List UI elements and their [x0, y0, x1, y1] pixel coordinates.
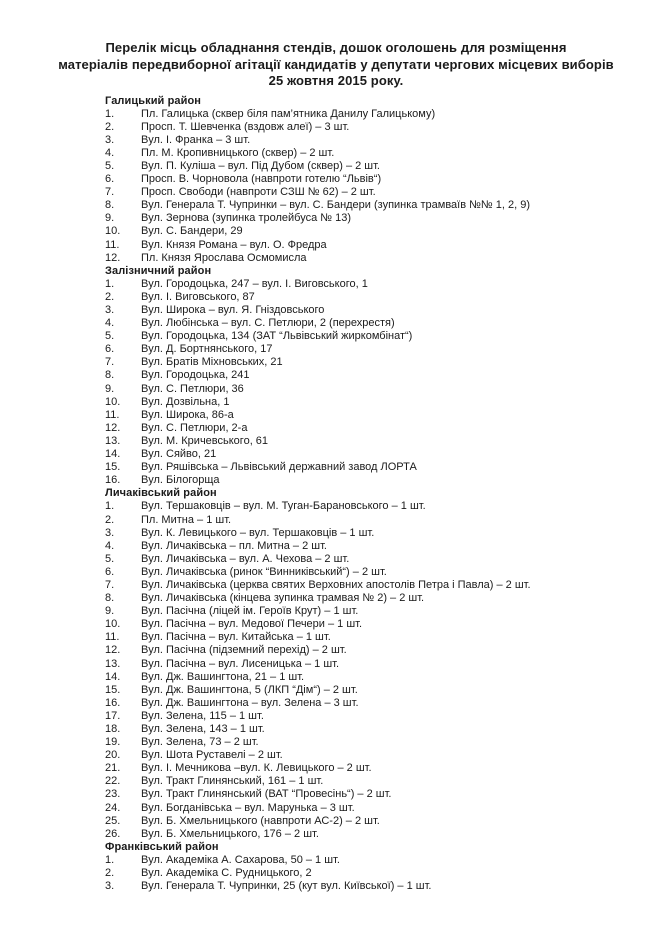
item-text: Вул. І. Виговського, 87 — [141, 290, 255, 303]
item-number: 5. — [105, 330, 115, 343]
item-text: Вул. Д. Бортнянського, 17 — [141, 343, 273, 356]
list-item — [105, 566, 644, 579]
item-number: 1. — [105, 500, 115, 513]
item-text: Вул. Князя Романа – вул. О. Фредра — [141, 238, 327, 251]
item-text: Вул. С. Петлюри, 2-а — [141, 421, 248, 434]
item-number: 4. — [105, 146, 115, 159]
list-item — [105, 212, 644, 225]
list-item — [105, 540, 644, 553]
list-item — [105, 867, 644, 880]
item-number: 4. — [105, 539, 115, 552]
item-number: 23. — [105, 788, 121, 801]
item-number: 2. — [105, 120, 115, 133]
item-number: 6. — [105, 173, 115, 186]
section-heading: Личаківський район — [105, 487, 217, 500]
item-text: Вул. Братів Міхновських, 21 — [141, 356, 283, 369]
item-text: Вул. Зернова (зупинка тролейбуса № 13) — [141, 212, 352, 225]
item-number: 10. — [105, 225, 121, 238]
item-text: Вул. Городоцька, 134 (ЗАТ “Львівський жиркомбінат“) — [141, 330, 413, 343]
list-item — [105, 330, 644, 343]
item-number: 7. — [105, 186, 115, 199]
item-number: 19. — [105, 736, 121, 749]
item-text: Вул. Личаківська (ринок “Винниківський“) – 2 шт. — [141, 565, 387, 578]
document-title — [28, 40, 644, 90]
list-item — [105, 631, 644, 644]
list-item — [105, 736, 644, 749]
item-text: Вул. Б. Хмельницького (навпроти АС-2) – 2 шт. — [141, 814, 380, 827]
list-item — [105, 658, 644, 671]
list-item — [105, 644, 644, 657]
item-text: Вул. Білогорща — [141, 474, 220, 487]
item-number: 24. — [105, 801, 121, 814]
list-item — [105, 527, 644, 540]
section-heading: Залізничний район — [105, 264, 212, 277]
item-text: Вул. Личаківська – вул. А. Чехова – 2 шт. — [141, 552, 350, 565]
item-text: Пл. М. Кропивницького (сквер) – 2 шт. — [141, 146, 335, 159]
item-text: Вул. Пасічна (ліцей ім. Героїв Крут) – 1 шт. — [141, 605, 359, 618]
list-item — [105, 553, 644, 566]
list-item — [105, 108, 644, 121]
item-text: Вул. Личаківська (кінцева зупинка трамвая № 2) – 2 шт. — [141, 592, 425, 605]
list-item — [105, 435, 644, 448]
item-text: Вул. І. Мечникова –вул. К. Левицького – 2 шт. — [141, 762, 372, 775]
title-line: Перелік місць обладнання стендів, дошок оголошень для розміщення — [105, 40, 567, 55]
item-text: Вул. Тракт Глинянський, 161 – 1 шт. — [141, 775, 324, 788]
list-item — [105, 815, 644, 828]
item-number: 15. — [105, 683, 121, 696]
item-text: Пл. Митна – 1 шт. — [141, 513, 232, 526]
item-number: 13. — [105, 657, 121, 670]
item-text: Вул. Ряшівська – Львівський державний завод ЛОРТА — [141, 461, 417, 474]
list-item — [105, 618, 644, 631]
item-text: Вул. Городоцька, 247 – вул. І. Виговського, 1 — [141, 277, 368, 290]
item-text: Вул. Академіка С. Рудницького, 2 — [141, 867, 312, 880]
list-item — [105, 579, 644, 592]
list-item — [105, 356, 644, 369]
item-text: Вул. Городоцька, 241 — [141, 369, 250, 382]
item-number: 25. — [105, 814, 121, 827]
item-number: 5. — [105, 552, 115, 565]
list-item — [105, 710, 644, 723]
item-number: 2. — [105, 290, 115, 303]
item-number: 2. — [105, 513, 115, 526]
title-line: матеріалів передвиборної агітації кандидатів у депутати чергових місцевих виборів — [58, 56, 614, 72]
item-number: 21. — [105, 762, 121, 775]
list-item — [105, 317, 644, 330]
section-heading: Галицький район — [105, 94, 202, 107]
item-number: 11. — [105, 238, 120, 251]
item-text: Вул. Личаківська – пл. Митна – 2 шт. — [141, 539, 327, 552]
list-item — [105, 383, 644, 396]
list-item — [105, 239, 644, 252]
item-number: 3. — [105, 133, 115, 146]
sections-container — [105, 95, 644, 894]
item-number: 12. — [105, 421, 121, 434]
item-number: 12. — [105, 251, 121, 264]
item-text: Вул. Академіка А. Сахарова, 50 – 1 шт. — [141, 853, 340, 866]
item-number: 15. — [105, 461, 121, 474]
item-number: 8. — [105, 369, 115, 382]
list-item — [105, 278, 644, 291]
item-number: 26. — [105, 827, 121, 840]
list-item — [105, 828, 644, 841]
list-item — [105, 880, 644, 893]
title-line: 25 жовтня 2015 року. — [268, 73, 404, 88]
list-item — [105, 749, 644, 762]
list-item — [105, 461, 644, 474]
item-text: Пл. Князя Ярослава Осмомисла — [141, 251, 307, 264]
item-number: 22. — [105, 775, 121, 788]
item-number: 1. — [105, 853, 115, 866]
list-item — [105, 684, 644, 697]
list-item — [105, 252, 644, 265]
item-number: 9. — [105, 382, 115, 395]
item-number: 11. — [105, 408, 120, 421]
item-text: Вул. Генерала Т. Чупринки – вул. С. Бандери (зупинка трамваїв №№ 1, 2, 9) — [141, 199, 531, 212]
item-number: 3. — [105, 304, 115, 316]
item-text: Просп. В. Чорновола (навпроти готелю “Львів“) — [141, 173, 382, 186]
item-text: Вул. С. Бандери, 29 — [141, 225, 243, 238]
item-number: 9. — [105, 605, 115, 618]
list-item — [105, 160, 644, 173]
list-item — [105, 396, 644, 409]
list-item — [105, 225, 644, 238]
item-text: Вул. Любінська – вул. С. Петлюри, 2 (перехрестя) — [141, 317, 395, 330]
list-item — [105, 788, 644, 801]
list-item — [105, 671, 644, 684]
item-text: Вул. Зелена, 143 – 1 шт. — [141, 723, 265, 735]
item-text: Вул. Шота Руставелі – 2 шт. — [141, 749, 283, 762]
list-item — [105, 723, 644, 736]
item-number: 6. — [105, 343, 115, 356]
item-number: 7. — [105, 578, 115, 591]
item-text: Вул. Пасічна – вул. Китайська – 1 шт. — [141, 631, 331, 644]
list-item — [105, 186, 644, 199]
list-item — [105, 422, 644, 435]
list-item — [105, 802, 644, 815]
item-number: 8. — [105, 592, 115, 605]
item-number: 16. — [105, 474, 121, 487]
item-text: Вул. Широка – вул. Я. Гніздовського — [141, 304, 325, 316]
list-item — [105, 121, 644, 134]
list-item — [105, 369, 644, 382]
item-number: 14. — [105, 670, 121, 683]
list-item — [105, 854, 644, 867]
item-text: Вул. Б. Хмельницького, 176 – 2 шт. — [141, 827, 319, 840]
list-item — [105, 500, 644, 513]
item-number: 20. — [105, 749, 121, 762]
list-item — [105, 474, 644, 487]
list-item — [105, 134, 644, 147]
item-number: 10. — [105, 618, 121, 631]
item-text: Вул. М. Кричевського, 61 — [141, 434, 269, 447]
item-number: 6. — [105, 565, 115, 578]
item-text: Вул. Личаківська (церква святих Верховних апостолів Петра і Павла) – 2 шт. — [141, 578, 531, 591]
item-number: 18. — [105, 723, 121, 735]
item-text: Вул. Сяйво, 21 — [141, 448, 217, 461]
item-text: Вул. Тершаковців – вул. М. Туган-Барановського – 1 шт. — [141, 500, 426, 513]
item-text: Вул. Тракт Глинянський (ВАТ “Провесінь“) – 2 шт. — [141, 788, 392, 801]
item-number: 11. — [105, 631, 120, 644]
item-text: Вул. Богданівська – вул. Марунька – 3 шт. — [141, 801, 355, 814]
item-text: Вул. Зелена, 73 – 2 шт. — [141, 736, 259, 749]
list-item — [105, 514, 644, 527]
item-text: Вул. Дж. Вашингтона, 5 (ЛКП “Дім“) – 2 шт. — [141, 683, 358, 696]
item-number: 17. — [105, 709, 121, 722]
item-number: 4. — [105, 317, 115, 330]
item-text: Вул. Дозвільна, 1 — [141, 395, 230, 408]
item-text: Вул. Пасічна – вул. Медової Печери – 1 шт. — [141, 618, 363, 631]
list-item — [105, 343, 644, 356]
section-heading: Франківський район — [105, 840, 219, 853]
list-item — [105, 448, 644, 461]
item-number: 12. — [105, 644, 121, 657]
item-text: Вул. Широка, 86-а — [141, 408, 234, 421]
item-number: 16. — [105, 696, 121, 709]
list-item — [105, 592, 644, 605]
item-number: 3. — [105, 880, 115, 893]
item-text: Просп. Свободи (навпроти СЗШ № 62) – 2 шт. — [141, 186, 376, 199]
item-number: 5. — [105, 159, 115, 172]
item-text: Вул. К. Левицького – вул. Тершаковців – 1 шт. — [141, 526, 375, 539]
list-item — [105, 697, 644, 710]
item-text: Просп. Т. Шевченка (вздовж алеї) – 3 шт. — [141, 120, 350, 133]
item-text: Вул. Дж. Вашингтона, 21 – 1 шт. — [141, 670, 305, 683]
item-number: 14. — [105, 448, 121, 461]
item-number: 13. — [105, 434, 121, 447]
item-number: 2. — [105, 867, 115, 880]
item-text: Вул. Генерала Т. Чупринки, 25 (кут вул. Київської) – 1 шт. — [141, 880, 432, 893]
item-text: Вул. С. Петлюри, 36 — [141, 382, 244, 395]
list-item — [105, 291, 644, 304]
item-text: Вул. І. Франка – 3 шт. — [141, 133, 251, 146]
item-number: 10. — [105, 395, 121, 408]
item-number: 8. — [105, 199, 115, 212]
item-number: 9. — [105, 212, 115, 225]
item-text: Вул. Зелена, 115 – 1 шт. — [141, 709, 264, 722]
item-number: 1. — [105, 277, 115, 290]
item-text: Вул. П. Куліша – вул. Під Дубом (сквер) – 2 шт. — [141, 159, 380, 172]
item-number: 1. — [105, 107, 115, 120]
list-item — [105, 605, 644, 618]
item-text: Пл. Галицька (сквер біля пам’ятника Данилу Галицькому) — [141, 107, 436, 120]
item-text: Вул. Пасічна – вул. Лисеницька – 1 шт. — [141, 657, 340, 670]
item-text: Вул. Дж. Вашингтона – вул. Зелена – 3 шт. — [141, 696, 359, 709]
item-text: Вул. Пасічна (підземний перехід) – 2 шт. — [141, 644, 347, 657]
list-item — [105, 147, 644, 160]
list-item — [105, 199, 644, 212]
item-number: 7. — [105, 356, 115, 369]
list-item — [105, 762, 644, 775]
list-item — [105, 775, 644, 788]
item-number: 3. — [105, 526, 115, 539]
list-item — [105, 304, 644, 317]
list-item — [105, 173, 644, 186]
list-item — [105, 409, 644, 422]
